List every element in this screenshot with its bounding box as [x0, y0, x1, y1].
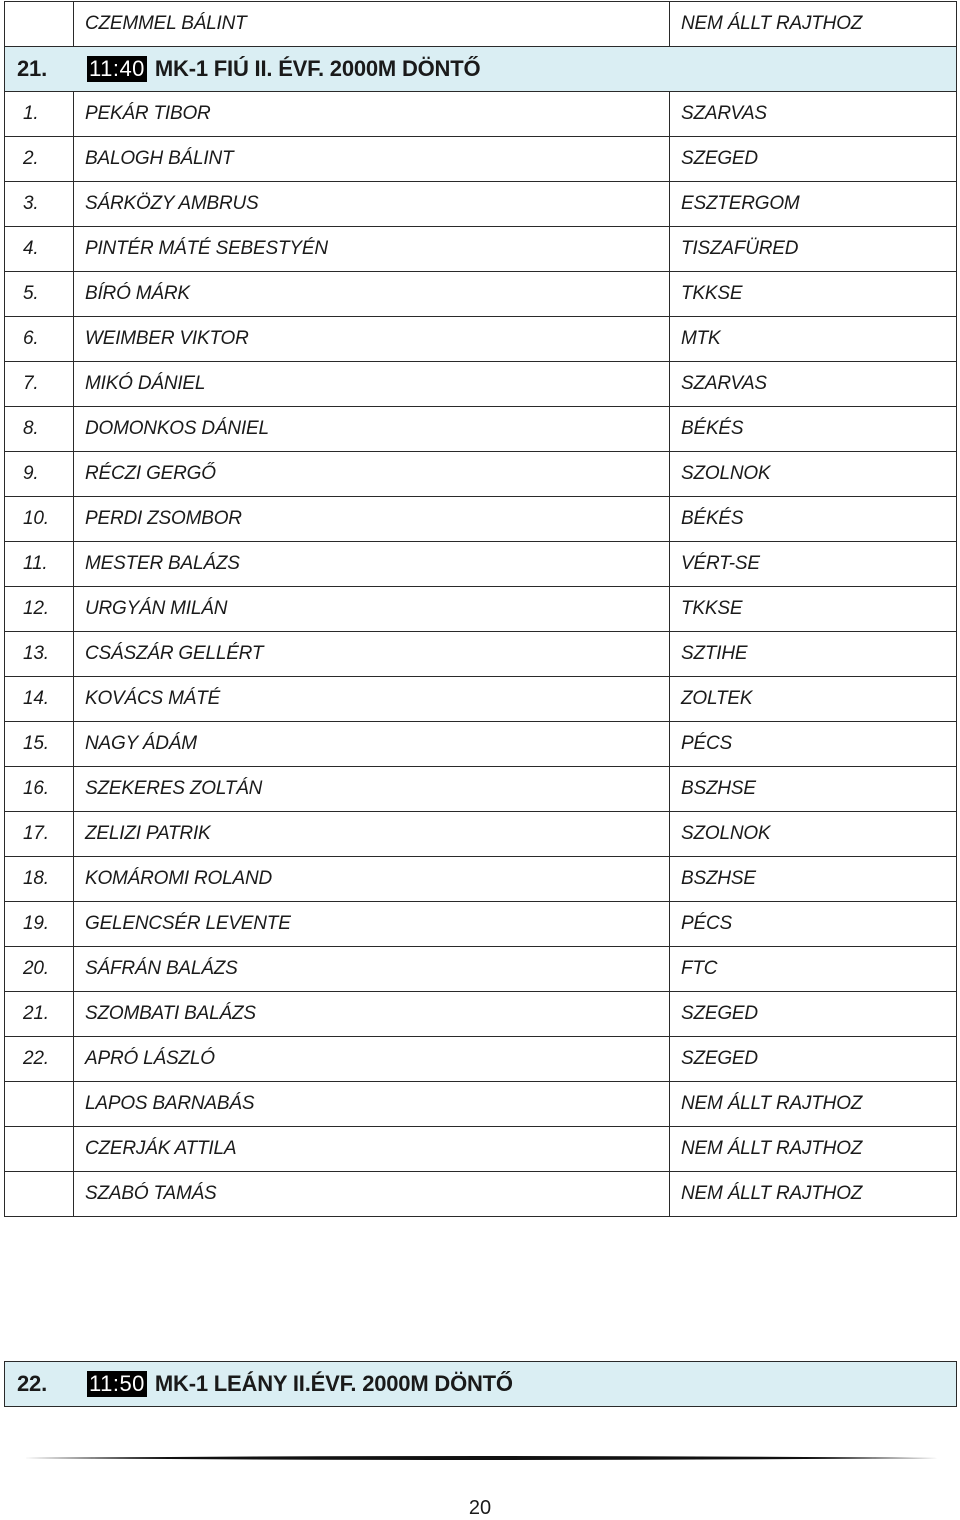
athlete-name: URGYÁN MILÁN [74, 587, 670, 632]
place-cell: 11. [5, 542, 74, 587]
club-name: TKKSE [670, 272, 957, 317]
club-name: BÉKÉS [670, 407, 957, 452]
place-cell: 1. [5, 92, 74, 137]
table-row [5, 137, 957, 182]
athlete-name: CZEMMEL BÁLINT [74, 2, 670, 47]
club-name: ZOLTEK [670, 677, 957, 722]
athlete-name: KOVÁCS MÁTÉ [74, 677, 670, 722]
athlete-name: DOMONKOS DÁNIEL [74, 407, 670, 452]
table-row [5, 812, 957, 857]
athlete-name: SZABÓ TAMÁS [74, 1172, 670, 1217]
club-name: NEM ÁLLT RAJTHOZ [670, 1082, 957, 1127]
club-name: BSZHSE [670, 857, 957, 902]
place-cell: 12. [5, 587, 74, 632]
club-name: SZEGED [670, 992, 957, 1037]
athlete-name: PEKÁR TIBOR [74, 92, 670, 137]
club-name: BÉKÉS [670, 497, 957, 542]
table-row [5, 677, 957, 722]
athlete-name: NAGY ÁDÁM [74, 722, 670, 767]
athlete-name: CSÁSZÁR GELLÉRT [74, 632, 670, 677]
athlete-name: SÁRKÖZY AMBRUS [74, 182, 670, 227]
race-number: 22. [17, 1371, 47, 1396]
table-row [5, 1172, 957, 1217]
place-cell: 19. [5, 902, 74, 947]
club-name: SZOLNOK [670, 452, 957, 497]
athlete-name: APRÓ LÁSZLÓ [74, 1037, 670, 1082]
club-name: PÉCS [670, 722, 957, 767]
race-title: MK-1 FIÚ II. ÉVF. 2000M DÖNTŐ [154, 56, 481, 81]
race-header [5, 47, 957, 92]
place-cell [5, 1127, 74, 1172]
race-header [5, 1362, 957, 1407]
table-row [5, 857, 957, 902]
athlete-name: MIKÓ DÁNIEL [74, 362, 670, 407]
club-name: SZTIHE [670, 632, 957, 677]
club-name: NEM ÁLLT RAJTHOZ [670, 1127, 957, 1172]
table-row [5, 362, 957, 407]
table-row [5, 542, 957, 587]
athlete-name: BÍRÓ MÁRK [74, 272, 670, 317]
place-cell: 14. [5, 677, 74, 722]
athlete-name: SÁFRÁN BALÁZS [74, 947, 670, 992]
club-name: SZEGED [670, 137, 957, 182]
club-name: TISZAFÜRED [670, 227, 957, 272]
table-row [5, 272, 957, 317]
table-row [5, 587, 957, 632]
club-name: PÉCS [670, 902, 957, 947]
place-cell: 15. [5, 722, 74, 767]
table-row [5, 182, 957, 227]
table-row [5, 722, 957, 767]
place-cell: 5. [5, 272, 74, 317]
table-row [5, 2, 957, 47]
page-number: 20 [468, 1497, 492, 1519]
table-row [5, 947, 957, 992]
place-cell: 18. [5, 857, 74, 902]
athlete-name: KOMÁROMI ROLAND [74, 857, 670, 902]
place-cell: 9. [5, 452, 74, 497]
place-cell: 4. [5, 227, 74, 272]
club-name: SZARVAS [670, 92, 957, 137]
place-cell: 10. [5, 497, 74, 542]
club-name: TKKSE [670, 587, 957, 632]
club-name: NEM ÁLLT RAJTHOZ [670, 2, 957, 47]
athlete-name: MESTER BALÁZS [74, 542, 670, 587]
place-cell: 3. [5, 182, 74, 227]
table-row [5, 407, 957, 452]
athlete-name: LAPOS BARNABÁS [74, 1082, 670, 1127]
place-cell: 20. [5, 947, 74, 992]
club-name: SZEGED [670, 1037, 957, 1082]
table-row [5, 992, 957, 1037]
club-name: NEM ÁLLT RAJTHOZ [670, 1172, 957, 1217]
place-cell: 8. [5, 407, 74, 452]
place-cell [5, 1082, 74, 1127]
place-cell [5, 2, 74, 47]
club-name: MTK [670, 317, 957, 362]
table-row [5, 497, 957, 542]
athlete-name: WEIMBER VIKTOR [74, 317, 670, 362]
table-row [5, 1082, 957, 1127]
place-cell: 16. [5, 767, 74, 812]
table-row [5, 767, 957, 812]
athlete-name: CZERJÁK ATTILA [74, 1127, 670, 1172]
results-table-race-21 [4, 1, 957, 1217]
table-row [5, 1127, 957, 1172]
club-name: FTC [670, 947, 957, 992]
place-cell: 7. [5, 362, 74, 407]
athlete-name: PERDI ZSOMBOR [74, 497, 670, 542]
race-title: MK-1 LEÁNY II.ÉVF. 2000M DÖNTŐ [154, 1371, 513, 1396]
table-row [5, 1037, 957, 1082]
place-cell: 13. [5, 632, 74, 677]
table-row [5, 452, 957, 497]
table-row [5, 632, 957, 677]
place-cell: 6. [5, 317, 74, 362]
place-cell: 22. [5, 1037, 74, 1082]
club-name: BSZHSE [670, 767, 957, 812]
race-number: 21. [17, 56, 47, 81]
club-name: VÉRT-SE [670, 542, 957, 587]
athlete-name: SZEKERES ZOLTÁN [74, 767, 670, 812]
athlete-name: SZOMBATI BALÁZS [74, 992, 670, 1037]
athlete-name: BALOGH BÁLINT [74, 137, 670, 182]
table-row [5, 227, 957, 272]
race-time: 11:40 [89, 56, 145, 81]
place-cell: 21. [5, 992, 74, 1037]
place-cell: 17. [5, 812, 74, 857]
table-row [5, 317, 957, 362]
athlete-name: PINTÉR MÁTÉ SEBESTYÉN [74, 227, 670, 272]
page-divider [24, 1455, 938, 1461]
club-name: ESZTERGOM [670, 182, 957, 227]
club-name: SZOLNOK [670, 812, 957, 857]
place-cell [5, 1172, 74, 1217]
club-name: SZARVAS [670, 362, 957, 407]
table-row [5, 902, 957, 947]
place-cell: 2. [5, 137, 74, 182]
table-row [5, 92, 957, 137]
athlete-name: RÉCZI GERGŐ [74, 452, 670, 497]
race-time: 11:50 [89, 1371, 145, 1396]
athlete-name: GELENCSÉR LEVENTE [74, 902, 670, 947]
results-table-race-22 [4, 1361, 957, 1407]
athlete-name: ZELIZI PATRIK [74, 812, 670, 857]
